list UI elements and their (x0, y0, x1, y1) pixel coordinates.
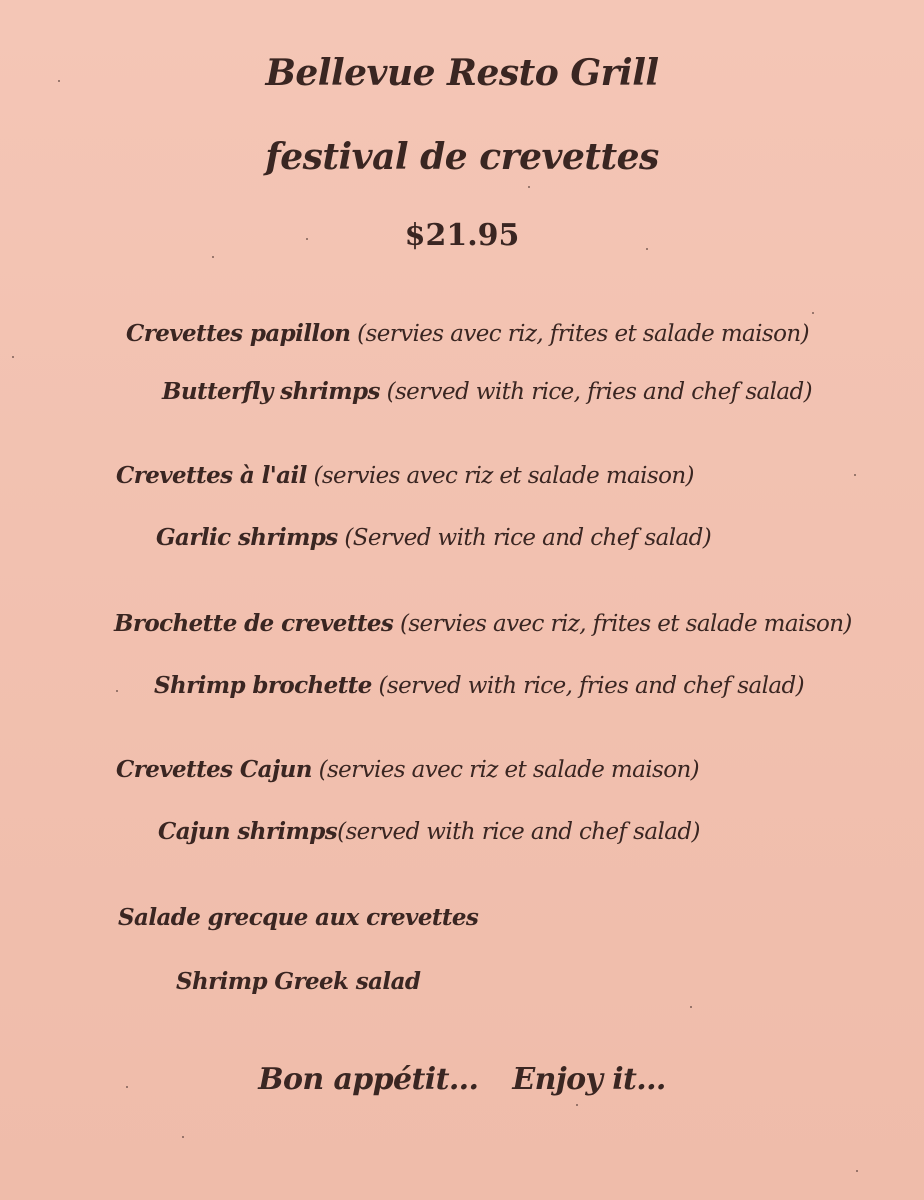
item-name: Butterfly shrimps (162, 378, 380, 405)
paper-speck (690, 1006, 692, 1008)
paper-speck (182, 1136, 184, 1138)
item-description: (served with rice and chef salad) (337, 819, 700, 845)
item-description: (servies avec riz et salade maison) (311, 757, 700, 783)
menu-subtitle: festival de crevettes (265, 136, 659, 178)
item-name: Brochette de crevettes (114, 610, 394, 637)
menu-item-en (162, 378, 812, 405)
menu-item-fr (116, 462, 694, 489)
item-name: Shrimp brochette (154, 672, 372, 699)
item-description: (served with rice, fries and chef salad) (379, 379, 813, 405)
paper-speck (12, 356, 14, 358)
closing-line (0, 1062, 924, 1097)
paper-speck (212, 256, 214, 258)
menu-item-fr (126, 320, 809, 347)
item-description: (servies avec riz et salade maison) (306, 463, 694, 489)
menu-item-en (156, 524, 711, 551)
item-description: (Served with rice and chef salad) (337, 525, 712, 551)
item-name: Shrimp Greek salad (176, 968, 421, 995)
item-name: Cajun shrimps (158, 818, 338, 845)
paper-speck (646, 248, 648, 250)
paper-speck (576, 1104, 578, 1106)
menu-item-en (154, 672, 804, 699)
item-name: Salade grecque aux crevettes (118, 904, 479, 931)
paper-speck (126, 1086, 128, 1088)
item-name: Garlic shrimps (156, 524, 338, 551)
paper-speck (116, 690, 118, 692)
menu-item-fr (118, 904, 478, 931)
item-description: (servies avec riz, frites et salade maison) (393, 611, 852, 637)
closing-en: Enjoy it... (512, 1062, 666, 1097)
restaurant-name: Bellevue Resto Grill (265, 52, 659, 94)
item-description: (servies avec riz, frites et salade maison) (350, 321, 809, 347)
item-description: (served with rice, fries and chef salad) (371, 673, 804, 699)
menu-item-fr (114, 610, 852, 637)
paper-speck (854, 474, 856, 476)
paper-speck (58, 80, 60, 82)
paper-speck (812, 312, 814, 314)
paper-speck (856, 1170, 858, 1172)
menu-price: $21.95 (404, 218, 520, 253)
item-name: Crevettes à l'ail (116, 462, 307, 489)
menu-item-en (176, 968, 420, 995)
paper-speck (528, 186, 530, 188)
menu-item-fr (116, 756, 699, 783)
paper-speck (306, 238, 308, 240)
closing-fr: Bon appétit... (258, 1062, 479, 1097)
menu-item-en (158, 818, 700, 845)
item-name: Crevettes Cajun (116, 756, 312, 783)
item-name: Crevettes papillon (126, 320, 351, 347)
